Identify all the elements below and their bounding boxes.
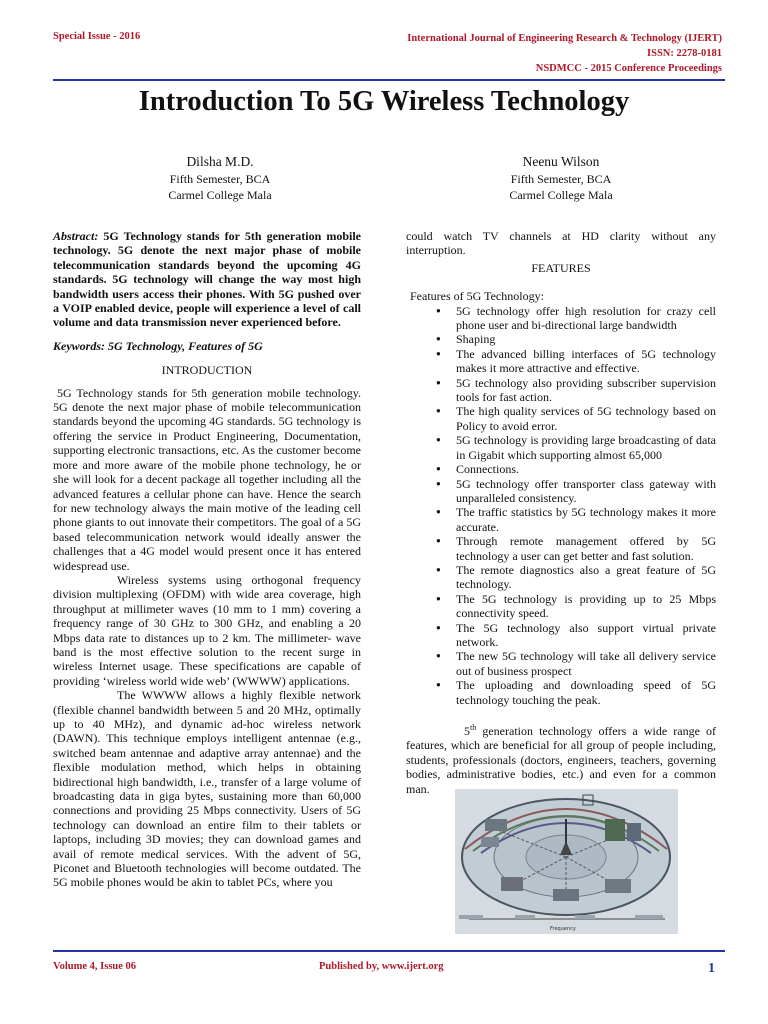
figure-axis-label: Frequency — [550, 926, 576, 932]
list-item: ● The advanced billing interfaces of 5G technology makes it more attractive and effective. — [436, 347, 716, 376]
section-heading-introduction: INTRODUCTION — [161, 363, 253, 378]
list-item: ● 5G technology is providing large broadcasting of data in Gigabit which supporting almost 65,000 — [436, 433, 716, 462]
footer-publisher: Published by, www.ijert.org — [319, 961, 444, 972]
generation-text: generation technology offers a wide range of features, which are beneficial for all group of people including, students, professionals (doctors, engineers, teachers, governing bodies, administrative bodies, etc.) and even for a common man. — [406, 724, 716, 796]
list-item: ● The uploading and downloading speed of 5G technology touching the peak. — [436, 678, 716, 707]
header-rule — [53, 79, 725, 81]
features-list — [406, 304, 716, 707]
left-column — [53, 229, 361, 890]
intro-paragraph: Wireless systems using orthogonal frequency division multiplexing (OFDM) with wide area coverage, high throughput at millimeter waves (10 mm to 1 mm) covering a frequency range of 30 GHz to 300 GHz, and enabling a 20 Mbps data rate to distances up to 2 km. The millimeter- wave band is the most effective solution to the recent surge in wireless Internet usage. These specifications are capable of providing ‘wireless world wide web’ (WWWW) applications. — [53, 572, 361, 688]
list-item: ● Shaping — [436, 332, 716, 346]
list-item: ● Through remote management offered by 5G technology a user can get better and fast solution. — [436, 534, 716, 563]
features-intro: Features of 5G Technology: — [410, 289, 544, 304]
author-college: Carmel College Mala — [509, 188, 613, 202]
footer-rule — [53, 950, 725, 952]
journal-issn: ISSN: 2278-0181 — [647, 48, 722, 59]
generation-suffix: th — [470, 723, 477, 732]
paper-title: Introduction To 5G Wireless Technology — [138, 86, 630, 117]
list-item: ● The 5G technology also support virtual private network. — [436, 621, 716, 650]
abstract-text: 5G Technology stands for 5th generation mobile technology. 5G denote the next major phase of mobile telecommunication standards beyond the upcoming 4G standards. 5G technology will change the way most high bandwidth users access their phones. With 5G pushed over a VOIP enabled device, people will experience a level of call volume and data transmission never experienced before. — [53, 229, 361, 330]
section-heading-features: FEATURES — [531, 260, 591, 275]
abstract-label: Abstract: — [53, 229, 99, 243]
author-block-1 — [130, 154, 310, 203]
header-journal-info — [407, 31, 722, 76]
journal-name: International Journal of Engineering Research & Technology (IJERT) — [407, 33, 722, 44]
footer-volume: Volume 4, Issue 06 — [53, 961, 137, 972]
list-item: ● The 5G technology is providing up to 25 Mbps connectivity speed. — [436, 592, 716, 621]
header-special-issue: Special Issue - 2016 — [53, 31, 141, 42]
continuation-paragraph: could watch TV channels at HD clarity without any interruption. — [406, 229, 716, 258]
list-item: ● Connections. — [436, 462, 716, 476]
author-name: Dilsha M.D. — [186, 154, 254, 169]
list-item: ● The high quality services of 5G technology based on Policy to avoid error. — [436, 404, 716, 433]
network-figure — [455, 789, 678, 934]
generation-paragraph — [406, 721, 716, 796]
author-block-2 — [471, 154, 651, 203]
list-item: ● The new 5G technology will take all delivery service out of business prospect — [436, 649, 716, 678]
network-diagram-icon — [455, 789, 678, 934]
author-name: Neenu Wilson — [522, 154, 600, 169]
page-number: 1 — [708, 961, 715, 976]
keywords: Keywords: 5G Technology, Features of 5G — [53, 338, 263, 353]
author-college: Carmel College Mala — [168, 188, 272, 202]
author-affiliation: Fifth Semester, BCA — [510, 172, 612, 186]
list-item: ● 5G technology offer transporter class gateway with unparalleled consistency. — [436, 477, 716, 506]
generation-number: 5 — [464, 724, 470, 738]
list-item: ● 5G technology also providing subscriber supervision tools for fast action. — [436, 376, 716, 405]
intro-paragraph: The WWWW allows a highly flexible network (flexible channel bandwidth between 5 and 20 MHz, optimally up to 40 MHz), and dynamic ad-hoc wireless network (DAWN). This technique employs intelligent antennae (e.g., switched beam antennae and adaptive array antennae) and the flexible modulation method, which helps in obtaining bidirectional high bandwidth, i.e., transfer of a large volume of broadcasting data in giga bytes, sustaining more than 60,000 connections and providing 25 Mbps connectivity. Users of 5G technology can download an entire film to their tablets or laptops, including 3D movies; they can download games and avail of remote medical services. With the advent of 5G, Piconet and Bluetooth technologies will become outdated. The 5G mobile phones would be akin to tablet PCs, where you — [53, 688, 361, 890]
list-item: ● The remote diagnostics also a great feature of 5G technology. — [436, 563, 716, 592]
author-affiliation: Fifth Semester, BCA — [169, 172, 271, 186]
journal-proceedings: NSDMCC - 2015 Conference Proceedings — [535, 63, 722, 74]
list-item: ● The traffic statistics by 5G technology makes it more accurate. — [436, 505, 716, 534]
right-column — [406, 229, 716, 796]
intro-paragraph: 5G Technology stands for 5th generation mobile technology. 5G denote the next major phase of mobile telecommunication standards beyond the upcoming 4G standards. 5G technology is offering the service in Product Engineering, Documentation, supporting electronic transactions, etc. As the customer become more and more aware of the mobile phone technology, he or she will look for a decent package all together including all the advanced features a cellular phone can have. Hence the search for new technology always the main motive of the leading cell phone giants to out innovate their competitors. The goal of a 5G based telecommunication network would ideally answer the challenges that a 4G model would present once it has entered widespread use. — [53, 385, 361, 573]
list-item: ● 5G technology offer high resolution for crazy cell phone user and bi-directional large bandwidth — [436, 304, 716, 333]
abstract — [53, 229, 361, 330]
